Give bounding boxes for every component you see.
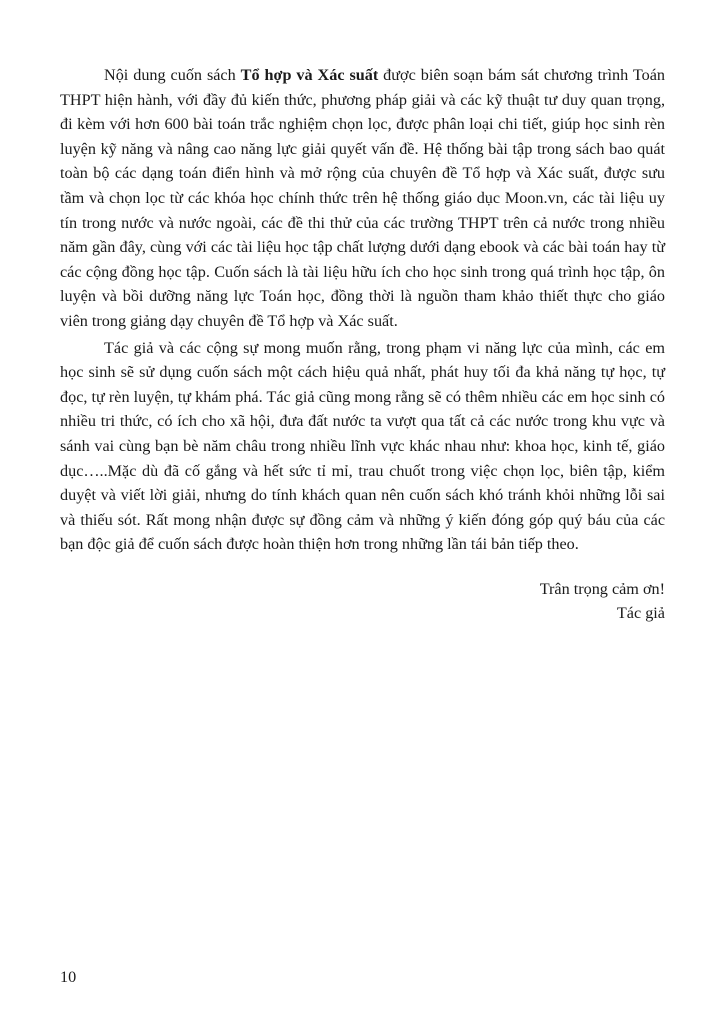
intro-paragraph — [60, 63, 665, 334]
intro-lead-text: Nội dung cuốn sách — [104, 66, 241, 84]
page-body — [60, 63, 665, 626]
closing-block — [60, 577, 665, 626]
intro-body-text: được biên soạn bám sát chương trình Toán THPT hiện hành, với đầy đủ kiến thức, phương pháp giải và các kỹ thuật tư duy quan trọng, đi kèm với hơn 600 bài toán trắc nghiệm chọn lọc, được phân loại chi tiết, giúp học sinh rèn luyện kỹ năng và nâng cao năng lực giải quyết vấn đề. Hệ thống bài tập trong sách bao quát toàn bộ các dạng toán điển hình và mở rộng của chuyên đề Tổ hợp và Xác suất, được sưu tầm và chọn lọc từ các khóa học chính thức trên hệ thống giáo dục Moon.vn, các tài liệu uy tín trong nước và nước ngoài, các đề thi thử của các trường THPT trên cả nước trong nhiều năm gần đây, cùng với các tài liệu học tập chất lượng dưới dạng ebook và các bài toán hay từ các cộng đồng học tập. Cuốn sách là tài liệu hữu ích cho học sinh trong quá trình học tập, ôn luyện và bồi dưỡng năng lực Toán học, đồng thời là nguồn tham khảo thiết thực cho giáo viên trong giảng dạy chuyên đề Tổ hợp và Xác suất. — [60, 66, 665, 330]
book-title: Tổ hợp và Xác suất — [240, 66, 379, 84]
page-number: 10 — [60, 968, 77, 986]
wish-paragraph: Tác giả và các cộng sự mong muốn rằng, trong phạm vi năng lực của mình, các em học sinh sẽ sử dụng cuốn sách một cách hiệu quả nhất, phát huy tối đa khả năng tự học, tự đọc, tự rèn luyện, tự khám phá. Tác giả cũng mong rằng sẽ có thêm nhiều các em học sinh có nhiều tri thức, có ích cho xã hội, đưa đất nước ta vượt qua tất cả các nước trong khu vực và sánh vai cùng bạn bè năm châu trong nhiều lĩnh vực khác nhau như: khoa học, kinh tế, giáo dục…..Mặc dù đã cố gắng và hết sức tỉ mỉ, trau chuốt trong việc chọn lọc, biên tập, kiểm duyệt và viết lời giải, nhưng do tính khách quan nên cuốn sách khó tránh khỏi những lỗi sai và thiếu sót. Rất mong nhận được sự đồng cảm và những ý kiến đóng góp quý báu của các bạn độc giả để cuốn sách được hoàn thiện hơn trong những lần tái bản tiếp theo. — [60, 338, 665, 554]
thanks-line: Trân trọng cảm ơn! — [539, 579, 665, 598]
author-signature: Tác giả — [616, 604, 665, 623]
